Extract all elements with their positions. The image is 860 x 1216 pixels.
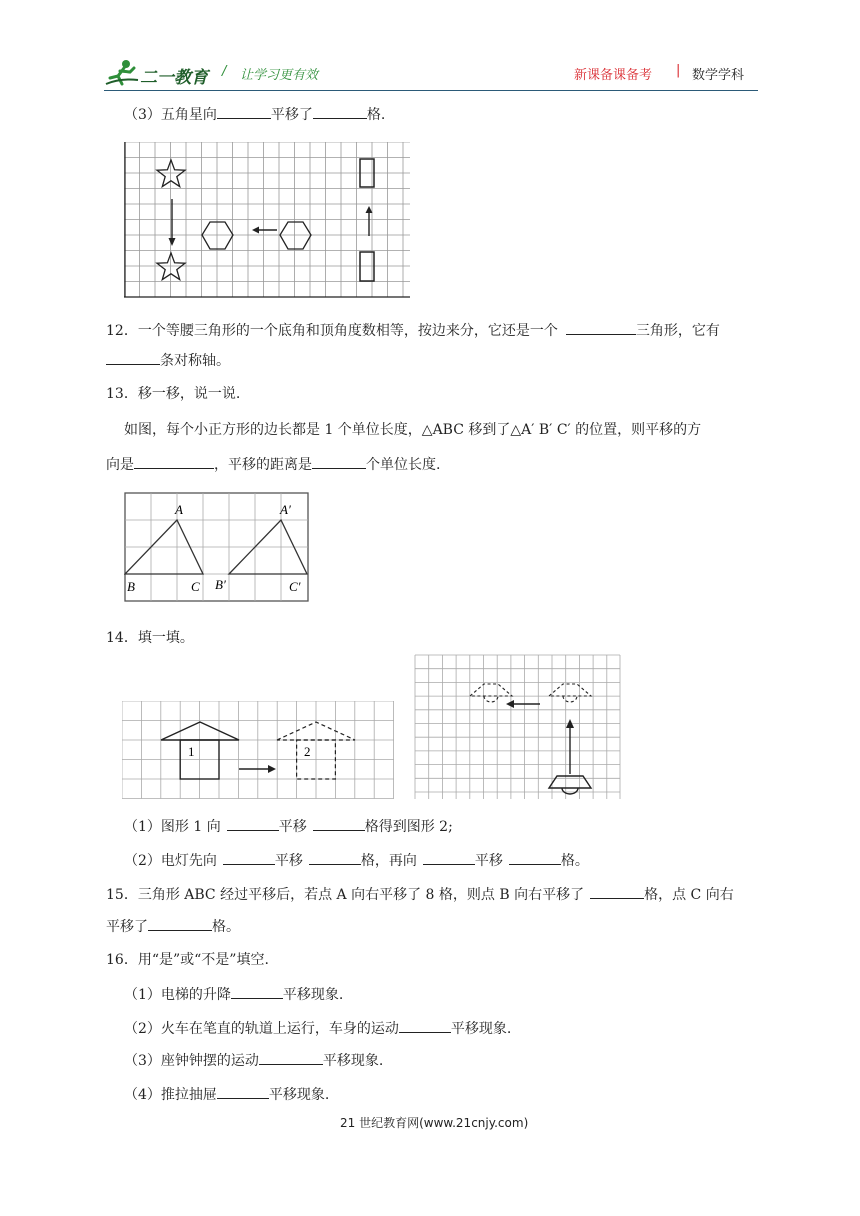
q13-line1: 如图，每个小正方形的边长都是 1 个单位长度，△ABC 移到了△A′ B′ C′ 的位置，则平移的方 [124, 422, 702, 438]
logo-runner-icon [104, 58, 140, 88]
vertex-label-b: B [127, 579, 135, 594]
house-2-label: 2 [304, 744, 311, 759]
q16-item-4: （4）推拉抽屉 平移现象. [124, 1084, 329, 1105]
q13-title: 13．移一移，说一说. [106, 386, 241, 402]
page-header [0, 0, 860, 95]
q16-item-3: （3）座钟钟摆的运动 平移现象. [124, 1050, 383, 1071]
answer-blank[interactable] [509, 850, 561, 865]
lamp-solid-icon [549, 776, 591, 794]
page-footer: 21 世纪教育网(www.21cnjy.com) [340, 1116, 529, 1130]
q14-title: 14．填一填。 [106, 630, 194, 646]
vertex-label-c-prime: C′ [289, 579, 301, 594]
q11-part3: （3）五角星向 平移了 格. [124, 104, 385, 125]
vertex-label-a: A [175, 502, 183, 517]
house-1-label: 1 [188, 744, 195, 759]
answer-blank[interactable] [309, 850, 361, 865]
header-slash: / [222, 64, 227, 79]
answer-blank[interactable] [313, 816, 365, 831]
q13-grid-figure [124, 492, 310, 604]
q14-lamp-figure [414, 654, 622, 802]
answer-blank[interactable] [223, 850, 275, 865]
q14-part2: （2）电灯先向 平移 格，再向 平移 格。 [124, 850, 589, 871]
q16-item-2: （2）火车在笔直的轨道上运行，车身的运动 平移现象. [124, 1018, 511, 1039]
answer-blank[interactable] [313, 104, 367, 119]
answer-blank[interactable] [148, 916, 212, 931]
answer-blank[interactable] [217, 1084, 269, 1099]
header-course-label: 新课备课备考 [574, 68, 653, 83]
lamp-dashed-left-icon [470, 684, 512, 702]
vertex-label-c: C [191, 579, 200, 594]
q12-line2: 条对称轴。 [106, 350, 230, 371]
answer-blank[interactable] [217, 104, 271, 119]
header-subject: 数学学科 [692, 68, 745, 83]
q16-item-1: （1）电梯的升降 平移现象. [124, 984, 343, 1005]
q13-line2: 向是 ，平移的距离是 个单位长度. [106, 454, 440, 475]
q15-line1: 15．三角形 ABC 经过平移后，若点 A 向右平移了 8 格，则点 B 向右平移了 格，点 C 向右 [106, 884, 734, 905]
q12-line1: 12．一个等腰三角形的一个底角和顶角度数相等，按边来分，它还是一个 三角形，它有 [106, 320, 720, 341]
hexagon-left-icon [202, 222, 233, 249]
vertex-label-a-prime: A′ [280, 502, 291, 517]
q14-part1: （1）图形 1 向 平移 格得到图形 2; [124, 816, 453, 837]
answer-blank[interactable] [399, 1018, 451, 1033]
answer-blank[interactable] [134, 454, 214, 469]
answer-blank[interactable] [566, 320, 636, 335]
lamp-dashed-right-icon [549, 684, 591, 702]
q11-grid-figure [124, 142, 410, 302]
logo-text: 二一教育 [140, 68, 208, 87]
answer-blank[interactable] [106, 350, 160, 365]
header-rule [104, 90, 758, 91]
q14-house-figure [122, 701, 396, 801]
vertex-label-b-prime: B′ [215, 577, 226, 592]
answer-blank[interactable] [590, 884, 644, 899]
answer-blank[interactable] [423, 850, 475, 865]
header-divider: | [676, 63, 681, 78]
answer-blank[interactable] [231, 984, 283, 999]
answer-blank[interactable] [227, 816, 279, 831]
q15-line2: 平移了 格。 [106, 916, 240, 937]
q16-title: 16．用“是”或“不是”填空. [106, 952, 269, 968]
hexagon-right-icon [280, 222, 311, 249]
header-slogan: 让学习更有效 [240, 68, 319, 83]
answer-blank[interactable] [312, 454, 366, 469]
answer-blank[interactable] [259, 1050, 323, 1065]
